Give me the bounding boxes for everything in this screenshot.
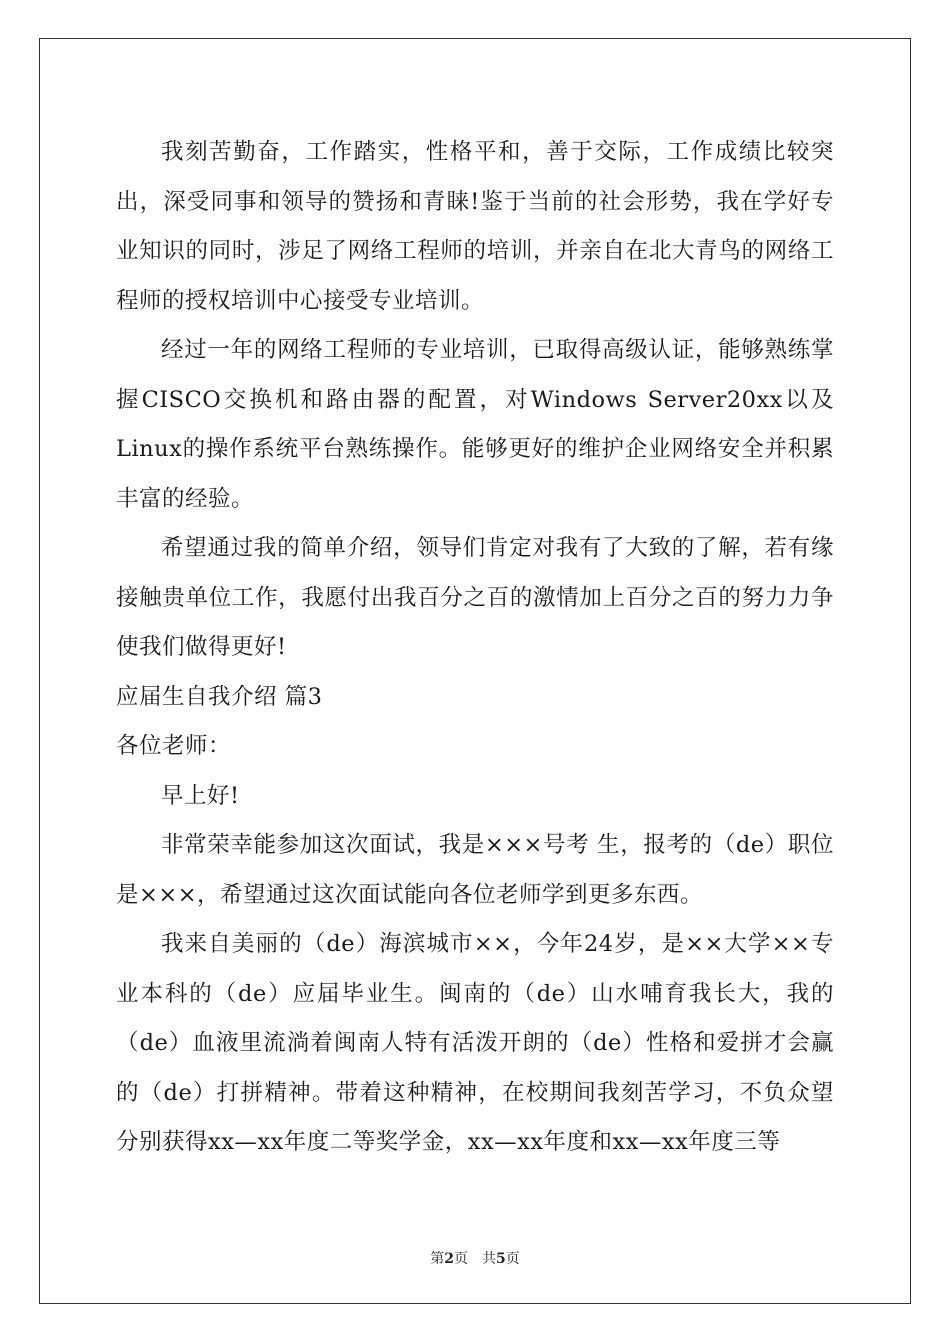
footer-suffix: 页 — [505, 1251, 520, 1267]
page-footer — [0, 1248, 950, 1268]
footer-prefix: 第 — [430, 1251, 445, 1267]
paragraph-diligent: 我刻苦勤奋，工作踏实，性格平和，善于交际，工作成绩比较突出，深受同事和领导的赞扬和青睐!鉴于当前的社会形势，我在学好专业知识的同时，涉足了网络工程师的培训，并亲自在北大青鸟的网络工程师的授权培训中心接受专业培训。 — [116, 139, 834, 314]
paragraph-hope: 希望通过我的简单介绍，领导们肯定对我有了大致的了解，若有缘接触贵单位工作，我愿付出我百分之百的激情加上百分之百的努力力争使我们做得更好! — [116, 535, 834, 660]
footer-mid: 页 共 — [454, 1251, 496, 1267]
greeting: 早上好! — [161, 782, 240, 809]
salutation: 各位老师： — [116, 733, 232, 759]
paragraph-background: 我来自美丽的（de）海滨城市××，今年24岁，是××大学××专业本科的（de）应届毕业生。闽南的（de）山水哺育我长大，我的（de）血液里流淌着闽南人特有活泼开朗的（de）性格和爱拼才会赢的（de）打拼精神。带着这种精神，在校期间我刻苦学习，不负众望分别获得xx—xx年度二等奖学金，xx—xx年度和xx—xx年度三等 — [116, 931, 834, 1155]
document-body — [116, 128, 834, 1168]
footer-total-pages: 5 — [496, 1251, 506, 1267]
paragraph-interview: 非常荣幸能参加这次面试，我是×××号考 生，报考的（de）职位是×××，希望通过这次面试能向各位老师学到更多东西。 — [116, 832, 834, 908]
footer-current-page: 2 — [444, 1251, 454, 1267]
section-heading: 应届生自我介绍 篇3 — [116, 683, 323, 710]
paragraph-training: 经过一年的网络工程师的专业培训，已取得高级认证，能够熟练掌握CISCO交换机和路由器的配置，对Windows Server20xx以及Linux的操作系统平台熟练操作。能够更好的维护企业网络安全并积累丰富的经验。 — [116, 337, 834, 512]
